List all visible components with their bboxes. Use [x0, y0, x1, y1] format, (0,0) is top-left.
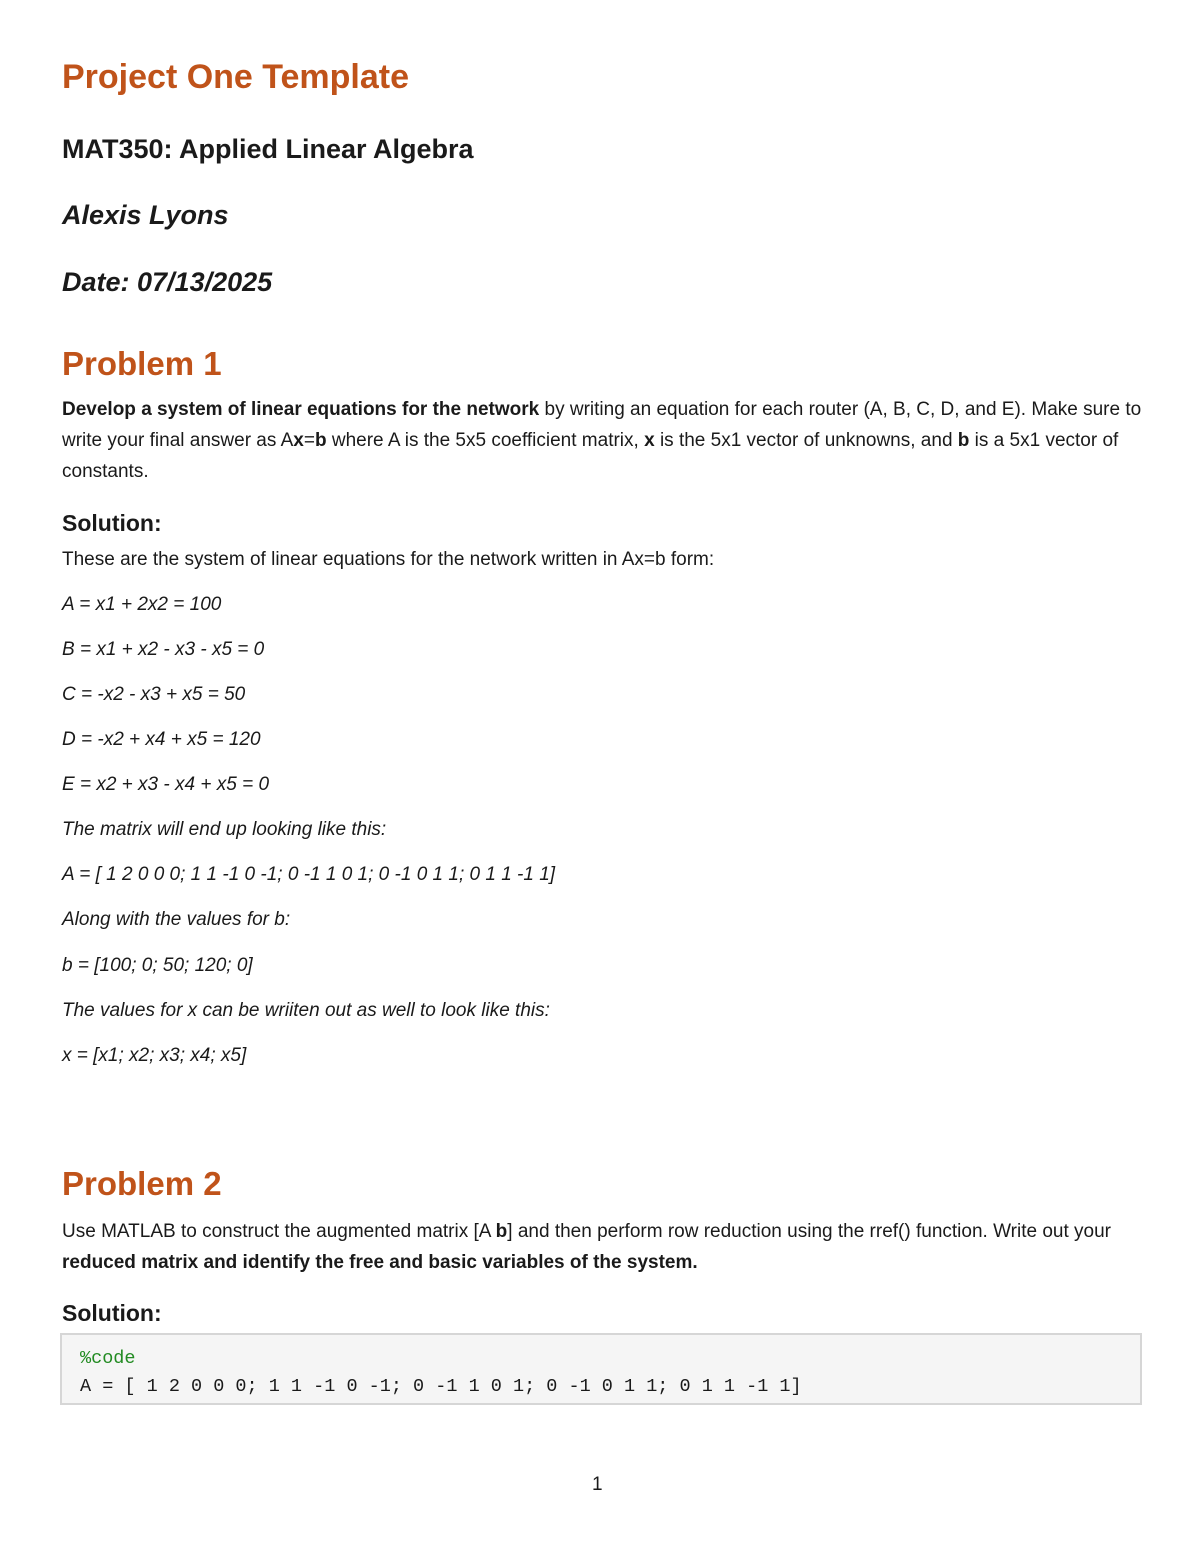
problem-1-solution-label: Solution:	[62, 510, 162, 536]
prompt-bold-intro: Develop a system of linear equations for the network	[62, 399, 540, 420]
prompt-text: Use MATLAB to construct the augmented matrix [A	[62, 1221, 496, 1242]
vector-b: b = [100; 0; 50; 120; 0]	[62, 955, 253, 976]
document-title: Project One Template	[62, 58, 410, 96]
course-name: MAT350: Applied Linear Algebra	[62, 134, 474, 164]
problem-1-heading: Problem 1	[62, 345, 222, 382]
code-block	[60, 1333, 1142, 1405]
prompt-bold-x: x	[293, 430, 304, 451]
problem-2-solution-label: Solution:	[62, 1300, 162, 1326]
prompt-text: ] and then perform row reduction using the rref() function. Write out your	[507, 1221, 1111, 1242]
equation-c: C = -x2 - x3 + x5 = 50	[62, 684, 246, 705]
equation-a: A = x1 + 2x2 = 100	[62, 594, 222, 615]
code-line: A = [ 1 2 0 0 0; 1 1 -1 0 -1; 0 -1 1 0 1; 0 -1 0 1 1; 0 1 1 -1 1]	[80, 1376, 802, 1397]
x-note: The values for x can be wriiten out as well to look like this:	[62, 1000, 550, 1021]
prompt-bold-end: reduced matrix and identify the free and basic variables of the system.	[62, 1252, 698, 1273]
matrix-note: The matrix will end up looking like this:	[62, 819, 387, 840]
prompt-bold-b: b	[957, 430, 970, 451]
prompt-text: is a 5x1 vector of constants.	[62, 430, 1119, 482]
solution-intro: These are the system of linear equations for the network written in Ax=b form:	[62, 549, 715, 570]
vector-x: x = [x1; x2; x3; x4; x5]	[62, 1045, 247, 1066]
prompt-bold-b: b	[314, 430, 327, 451]
prompt-text: where A is the 5x5 coefficient matrix,	[326, 430, 645, 451]
prompt-bold-b: b	[495, 1221, 508, 1242]
problem-2-heading: Problem 2	[62, 1165, 222, 1202]
page-number: 1	[592, 1474, 603, 1495]
prompt-bold-x: x	[644, 430, 655, 451]
prompt-equals: =	[303, 430, 315, 451]
problem-1-prompt	[62, 394, 1142, 487]
matrix-a: A = [ 1 2 0 0 0; 1 1 -1 0 -1; 0 -1 1 0 1; 0 -1 0 1 1; 0 1 1 -1 1]	[62, 864, 556, 885]
prompt-text: by writing an equation for each router (A, B, C, D, and E). Make sure to write your final answer as A	[62, 399, 1142, 451]
equation-b: B = x1 + x2 - x3 - x5 = 0	[62, 639, 265, 660]
equation-e: E = x2 + x3 - x4 + x5 = 0	[62, 774, 270, 795]
b-note: Along with the values for b:	[62, 909, 291, 930]
prompt-text: is the 5x1 vector of unknowns, and	[654, 430, 958, 451]
equation-d: D = -x2 + x4 + x5 = 120	[62, 729, 261, 750]
author-name: Alexis Lyons	[62, 200, 229, 230]
problem-2-prompt	[62, 1216, 1142, 1278]
document-date: Date: 07/13/2025	[62, 267, 273, 297]
code-comment: %code	[80, 1348, 136, 1369]
